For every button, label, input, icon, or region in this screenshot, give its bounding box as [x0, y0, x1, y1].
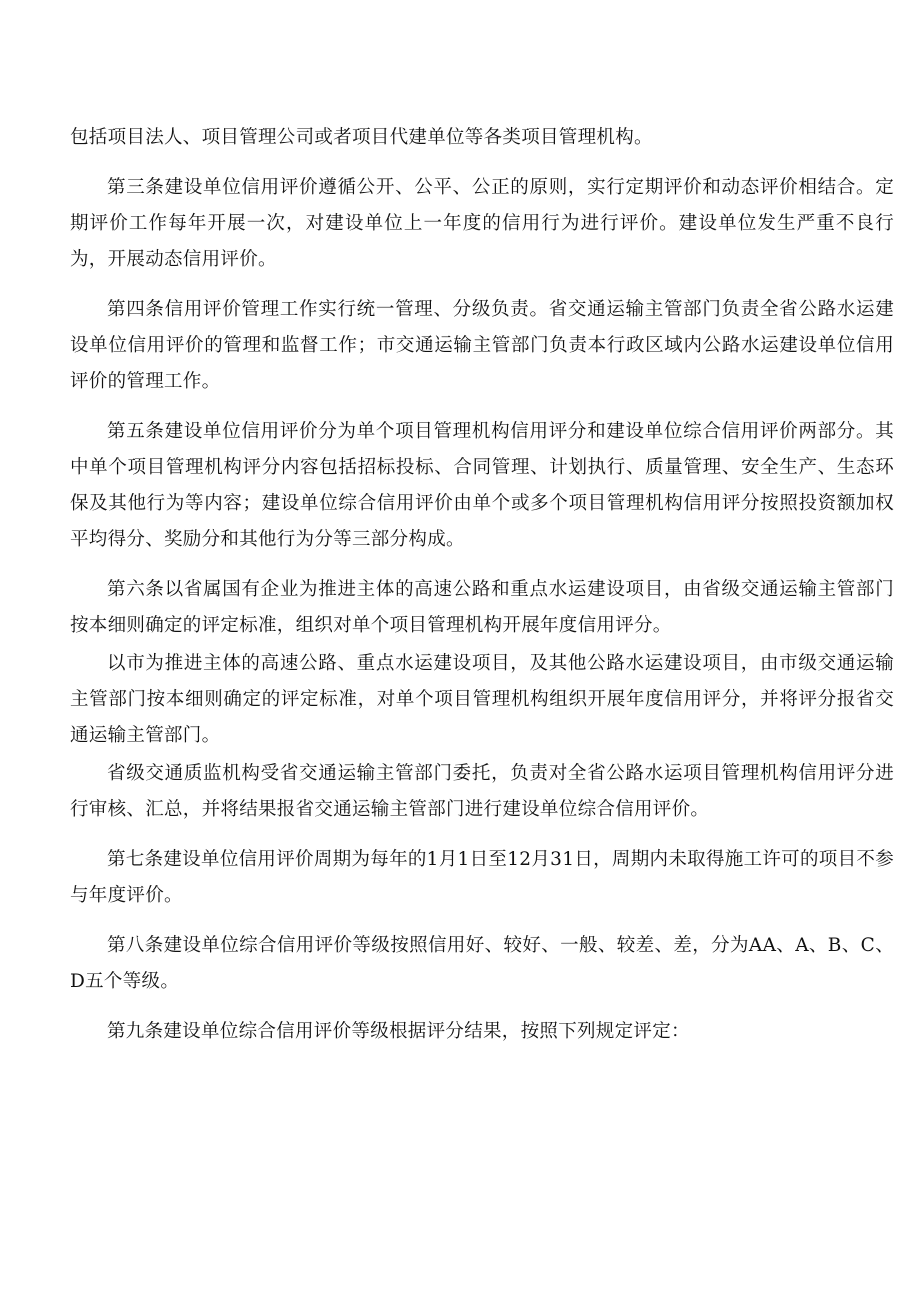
document-body — [70, 120, 894, 1050]
paragraph-article-5: 第五条建设单位信用评价分为单个项目管理机构信用评分和建设单位综合信用评价两部分。其中单个项目管理机构评分内容包括招标投标、合同管理、计划执行、质量管理、安全生产、生态环保及其他行为等内容；建设单位综合信用评价由单个或多个项目管理机构信用评分按照投资额加权平均得分、奖励分和其他行为分等三部分构成。 — [70, 421, 894, 550]
paragraph-article-6: 第六条以省属国有企业为推进主体的高速公路和重点水运建设项目，由省级交通运输主管部门按本细则确定的评定标准，组织对单个项目管理机构开展年度信用评分。 — [70, 579, 894, 636]
paragraph-continuation: 包括项目法人、项目管理公司或者项目代建单位等各类项目管理机构。 — [70, 127, 653, 148]
paragraph-article-6-quality: 省级交通质监机构受省交通运输主管部门委托，负责对全省公路水运项目管理机构信用评分进行审核、汇总，并将结果报省交通运输主管部门进行建设单位综合信用评价。 — [70, 763, 894, 820]
paragraph-article-8: 第八条建设单位综合信用评价等级按照信用好、较好、一般、较差、差，分为AA、A、B、C、D五个等级。 — [70, 935, 894, 992]
paragraph-article-7: 第七条建设单位信用评价周期为每年的1月1日至12月31日，周期内未取得施工许可的项目不参与年度评价。 — [70, 849, 894, 906]
paragraph-article-4: 第四条信用评价管理工作实行统一管理、分级负责。省交通运输主管部门负责全省公路水运建设单位信用评价的管理和监督工作；市交通运输主管部门负责本行政区域内公路水运建设单位信用评价的管理工作。 — [70, 299, 894, 392]
paragraph-article-9: 第九条建设单位综合信用评价等级根据评分结果，按照下列规定评定： — [107, 1021, 690, 1042]
paragraph-article-6-city: 以市为推进主体的高速公路、重点水运建设项目，及其他公路水运建设项目，由市级交通运输主管部门按本细则确定的评定标准，对单个项目管理机构组织开展年度信用评分，并将评分报省交通运输主管部门。 — [70, 653, 894, 746]
paragraph-article-3: 第三条建设单位信用评价遵循公开、公平、公正的原则，实行定期评价和动态评价相结合。定期评价工作每年开展一次，对建设单位上一年度的信用行为进行评价。建设单位发生严重不良行为，开展动态信用评价。 — [70, 177, 894, 270]
